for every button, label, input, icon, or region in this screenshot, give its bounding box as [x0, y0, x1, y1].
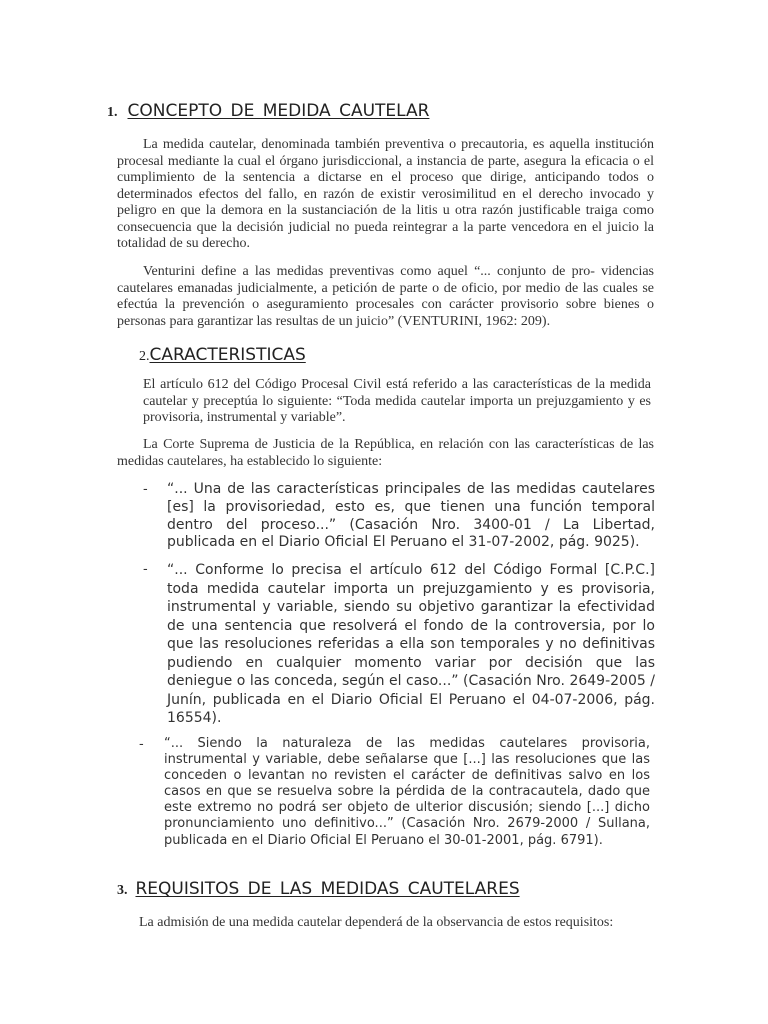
list-dash: -: [143, 482, 148, 497]
paragraph-corte-suprema: La Corte Suprema de Justicia de la República, en relación con las características de las medidas cautelares, ha establecido lo siguiente:: [117, 437, 654, 469]
paragraph-requisitos: La admisión de una medida cautelar dependerá de la observancia de estos requisitos:: [139, 915, 614, 930]
paragraph-articulo-612: El artículo 612 del Código Procesal Civil está referido a las características de la medida cautelar y preceptúa lo siguiente: “Toda medida cautelar importa un prejuzgamiento y es provisoria, instrumental y variable”.: [143, 377, 651, 425]
quote-text: “... Una de las características principales de las medidas cautelares [es] la provisoriedad, esto es, que tienen una función temporal dentro del proceso...” (Casación Nro. 3400-01 / La Libertad, publicada en el Diario Oficial El Peruano el 31-07-2002, pág. 9025).: [167, 481, 655, 551]
section-1-heading: [107, 101, 429, 121]
paragraph-concepto: La medida cautelar, denominada también preventiva o precautoria, es aquella institución procesal mediante la cual el órgano jurisdiccional, a instancia de parte, asegura la eficacia o el cumplimiento de la sentencia a dictarse en el proceso que dirige, anticipando todos o determinados efectos del fallo, en razón de existir verosimilitud en el derecho invocado y peligro en que la demora en la sustanciación de la litis u otra razón justificable traiga como consecuencia que la decisión judicial no pueda reintegrar a la parte vencedora en el juicio la totalidad de su derecho.: [117, 137, 654, 251]
quote-list-item: [139, 736, 650, 849]
section-title: REQUISITOS DE LAS MEDIDAS CAUTELARES: [135, 879, 520, 899]
section-3-heading: [117, 879, 520, 899]
section-title: CARACTERISTICAS: [149, 345, 306, 365]
quote-list-item: [143, 481, 655, 552]
quote-text: “... Siendo la naturaleza de las medidas cautelares provisoria, instrumental y variable, debe señalarse que [...] las resoluciones que las conceden o levantan no revisten el carácter de definitivas salvo en los casos en que se resuelva sobre la pérdida de la contracautela, dado que este extremo no podrá ser objeto de ulterior discusión; siendo [...] dicho pronunciamiento uno definitivo...” (Casación Nro. 2679-2000 / Sullana, publicada en el Diario Oficial El Peruano el 30-01-2001, pág. 6791).: [164, 736, 650, 848]
section-number: 1.: [107, 105, 118, 120]
paragraph-venturini: Venturini define a las medidas preventivas como aquel “... conjunto de pro- videncias cautelares emanadas judicialmente, a petición de parte o de oficio, por medio de las cuales se efectúa la prevención o aseguramiento procesales con carácter provisorio sobre bienes o personas para garantizar las resultas de un juicio” (VENTURINI, 1962: 209).: [117, 264, 654, 329]
list-dash: -: [143, 562, 148, 577]
list-dash: -: [139, 737, 144, 752]
quote-text: “... Conforme lo precisa el artículo 612 del Código Formal [C.P.C.] toda medida cautelar importa un prejuzgamiento y es provisoria, instrumental y variable, siendo su objetivo garantizar la efectividad de una sentencia que resolverá el fondo de la controversia, por lo que las resoluciones referidas a ella son temporales y no definitivas pudiendo en cualquier momento variar por decisión que las deniegue o las conceda, según el caso...” (Casación Nro. 2649-2005 / Junín, publicada en el Diario Oficial El Peruano el 04-07-2006, pág. 16554).: [167, 562, 655, 726]
quote-list-item: [143, 561, 655, 728]
section-2-heading: [139, 345, 306, 365]
section-title: CONCEPTO DE MEDIDA CAUTELAR: [127, 101, 430, 121]
section-number: 3.: [117, 883, 128, 898]
section-number: 2.: [139, 349, 150, 364]
